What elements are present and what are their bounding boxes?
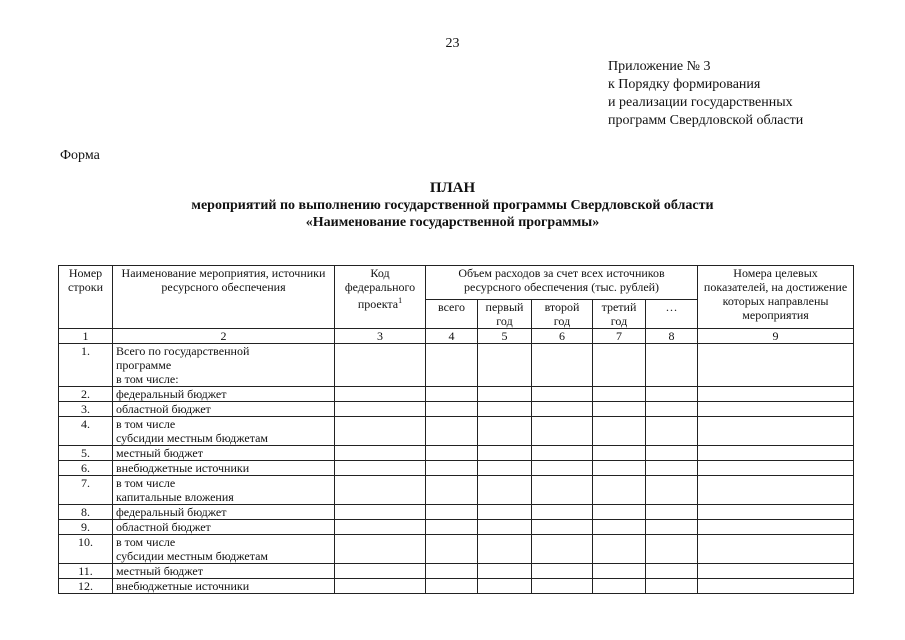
empty-value-cell [698,476,854,505]
event-name-cell [113,564,335,579]
table-row [59,505,854,520]
empty-value-cell [698,446,854,461]
event-name-line: федеральный бюджет [116,387,227,401]
header-expenses-group: Объем расходов за счет всех источников ресурсного обеспечения (тыс. рублей) [426,266,698,300]
header-total: всего [426,300,478,329]
empty-value-cell [335,417,426,446]
table-row [59,402,854,417]
empty-value-cell [646,520,698,535]
event-name-cell [113,520,335,535]
event-name-cell [113,579,335,594]
empty-value-cell [646,417,698,446]
table-row [59,520,854,535]
empty-value-cell [426,344,478,387]
empty-value-cell [646,387,698,402]
event-name-line: Всего по государственной [116,344,250,358]
empty-value-cell [426,564,478,579]
title-program-name: «Наименование государственной программы» [305,215,600,230]
row-number-cell: 10. [59,535,113,564]
empty-value-cell [426,446,478,461]
empty-value-cell [426,579,478,594]
table-row [59,446,854,461]
empty-value-cell [335,402,426,417]
page-number: 23 [445,36,460,51]
empty-value-cell [646,344,698,387]
event-name-cell [113,476,335,505]
empty-value-cell [593,402,646,417]
empty-value-cell [478,505,532,520]
empty-value-cell [646,402,698,417]
empty-value-cell [698,344,854,387]
row-number-cell: 9. [59,520,113,535]
empty-value-cell [593,505,646,520]
empty-value-cell [335,461,426,476]
empty-value-cell [478,579,532,594]
event-name-line: программе [116,358,172,372]
column-number: 7 [593,329,646,344]
appendix-line: к Порядку формирования [608,77,761,92]
empty-value-cell [593,520,646,535]
table-row [59,564,854,579]
row-number-cell: 8. [59,505,113,520]
column-number-row [59,329,854,344]
empty-value-cell [335,446,426,461]
empty-value-cell [478,402,532,417]
appendix-line: и реализации государственных [608,95,793,110]
empty-value-cell [426,505,478,520]
empty-value-cell [478,344,532,387]
empty-value-cell [593,535,646,564]
row-number-cell: 12. [59,579,113,594]
row-number-cell: 7. [59,476,113,505]
empty-value-cell [335,387,426,402]
event-name-line: внебюджетные источники [116,579,250,593]
empty-value-cell [478,446,532,461]
empty-value-cell [532,564,593,579]
table-row [59,535,854,564]
empty-value-cell [532,476,593,505]
table-row [59,344,854,387]
empty-value-cell [532,417,593,446]
event-name-line: областной бюджет [116,402,211,416]
header-federal-project-code [335,266,426,329]
empty-value-cell [478,417,532,446]
empty-value-cell [593,344,646,387]
column-number: 5 [478,329,532,344]
title-plan: ПЛАН [429,180,476,196]
row-number-cell: 1. [59,344,113,387]
empty-value-cell [593,476,646,505]
empty-value-cell [532,520,593,535]
empty-value-cell [593,461,646,476]
empty-value-cell [593,579,646,594]
empty-value-cell [646,461,698,476]
plan-table [58,265,854,594]
event-name-cell [113,505,335,520]
empty-value-cell [532,579,593,594]
event-name-line: в том числе: [116,372,179,386]
empty-value-cell [593,446,646,461]
row-number-cell: 2. [59,387,113,402]
empty-value-cell [593,387,646,402]
empty-value-cell [335,564,426,579]
row-number-cell: 11. [59,564,113,579]
column-number: 3 [335,329,426,344]
empty-value-cell [646,476,698,505]
event-name-line: внебюджетные источники [116,461,250,475]
header-year2: второй год [532,300,593,329]
appendix-line: Приложение № 3 [608,59,711,74]
header-target-indicators: Номера целевых показателей, на достижение которых направлены мероприятия [698,266,854,329]
empty-value-cell [335,579,426,594]
appendix-reference [608,58,803,130]
table-row [59,476,854,505]
empty-value-cell [335,476,426,505]
empty-value-cell [532,461,593,476]
event-name-cell [113,344,335,387]
empty-value-cell [532,535,593,564]
empty-value-cell [426,520,478,535]
empty-value-cell [532,505,593,520]
row-number-cell: 5. [59,446,113,461]
row-number-cell: 3. [59,402,113,417]
empty-value-cell [478,520,532,535]
row-number-cell: 4. [59,417,113,446]
empty-value-cell [532,402,593,417]
event-name-cell [113,417,335,446]
table-row [59,579,854,594]
header-event-name: Наименование мероприятия, источники ресурсного обеспечения [113,266,335,329]
event-name-cell [113,446,335,461]
empty-value-cell [426,387,478,402]
event-name-cell [113,402,335,417]
event-name-line: субсидии местным бюджетам [116,549,269,563]
footnote-mark: 1 [398,296,403,305]
empty-value-cell [593,417,646,446]
table-row [59,417,854,446]
column-number: 6 [532,329,593,344]
column-number: 4 [426,329,478,344]
empty-value-cell [335,344,426,387]
event-name-cell [113,387,335,402]
plan-table-body [59,329,854,594]
empty-value-cell [426,461,478,476]
header-year1: первый год [478,300,532,329]
empty-value-cell [646,505,698,520]
event-name-cell [113,461,335,476]
empty-value-cell [698,461,854,476]
empty-value-cell [335,505,426,520]
row-number-cell: 6. [59,461,113,476]
empty-value-cell [478,535,532,564]
event-name-line: субсидии местным бюджетам [116,431,269,445]
empty-value-cell [532,387,593,402]
empty-value-cell [478,476,532,505]
header-more: … [646,300,698,329]
empty-value-cell [426,535,478,564]
empty-value-cell [646,446,698,461]
event-name-line: областной бюджет [116,520,211,534]
empty-value-cell [335,520,426,535]
empty-value-cell [426,402,478,417]
header-row-number: Номер строки [59,266,113,329]
event-name-line: федеральный бюджет [116,505,227,519]
empty-value-cell [646,579,698,594]
empty-value-cell [478,564,532,579]
column-number: 2 [113,329,335,344]
empty-value-cell [426,417,478,446]
empty-value-cell [698,402,854,417]
event-name-line: в том числе [116,535,176,549]
table-row [59,387,854,402]
event-name-line: в том числе [116,476,176,490]
empty-value-cell [532,344,593,387]
empty-value-cell [478,461,532,476]
empty-value-cell [698,520,854,535]
empty-value-cell [646,535,698,564]
column-number: 9 [698,329,854,344]
column-number: 1 [59,329,113,344]
empty-value-cell [698,505,854,520]
empty-value-cell [646,564,698,579]
empty-value-cell [532,446,593,461]
column-number: 8 [646,329,698,344]
event-name-line: капитальные вложения [116,490,234,504]
event-name-line: в том числе [116,417,176,431]
header-year3: третий год [593,300,646,329]
event-name-line: местный бюджет [116,446,203,460]
empty-value-cell [698,387,854,402]
empty-value-cell [698,579,854,594]
header-federal-project-code-text: Код федерального проекта [344,266,416,311]
title-subtitle: мероприятий по выполнению государственной программы Свердловской области [191,198,714,213]
event-name-line: местный бюджет [116,564,203,578]
empty-value-cell [593,564,646,579]
empty-value-cell [478,387,532,402]
form-label: Форма [60,148,100,163]
document-title [0,179,905,231]
empty-value-cell [698,535,854,564]
empty-value-cell [698,417,854,446]
table-row [59,461,854,476]
empty-value-cell [335,535,426,564]
empty-value-cell [426,476,478,505]
appendix-line: программ Свердловской области [608,113,804,128]
empty-value-cell [698,564,854,579]
event-name-cell [113,535,335,564]
